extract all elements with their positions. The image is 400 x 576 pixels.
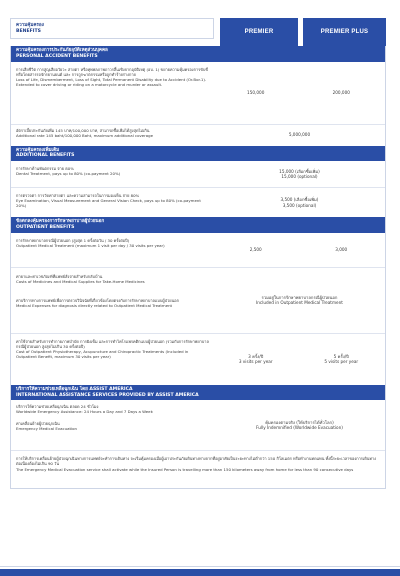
benefit-text-en: Eye Examination, Visual Measurement and General Vision Check, pays up to 80% (co-payment 20%) [16,198,201,209]
combined-value: 5,000,000 [288,132,311,138]
premier-plan-header: PREMIER [220,18,298,46]
value-th: 3,500 (เลือกซื้อเพิ่ม) [280,197,319,203]
combined-value [214,268,385,333]
benefit-text-en: Cost of Outpatient Physiotherapy, Acupuncture and Chiropractic Treatments (Included in Outpatient Benefit, maximum 30 visits per year) [16,348,189,360]
value-en: Included in Outpatient Medical Treatment [256,300,343,306]
note-text-en: The Emergency Medical Evacuation service shall activate while the Insured Person is travelling more than 150 kilometers away from home for less than 90 consecutive days [16,466,354,472]
benefit-text-en: Costs of Medicines and Medical Supplies for Take-Home Medicines [16,278,145,284]
premier-value [214,334,298,385]
section-header-assistance [11,385,385,401]
section-title-th: ข้อตกลงคุ้มครองการรักษาพยาบาลผู้ป่วยนอก [16,219,105,225]
value-en: 3 visits per year [238,359,273,365]
table-row [11,62,385,124]
note-text-th: การให้บริการเคลื่อนย้ายผู้ป่วยฉุกเฉินทางการแพทย์จะทำการเดินทาง จะเริ่มคุ้มครองเมื่อผู้เอาประกันภัยเดินทางห่างจากที่อยู่อาศัยเป็นระยะทางไม่ต่ำกว่า 150 กิโลเมตร หรือทำงานทดแทน ทั้งนี้ระยะเวลาของการเดินทางต่อเนื่องต้องไม่เกิน 90 วัน [16,456,377,467]
value-th: คุ้มครองตามจริง (ให้บริการได้ทั่วโลก) [265,420,334,426]
benefit-text-en: Outpatient Medical Treatment (maximum 1 visit per day / 30 visits per year) [16,242,165,248]
benefits-title-th: ความคุ้มครอง [16,23,44,28]
benefit-text-en: Dental Treatment, pays up to 80% (co-payment 20%) [16,171,121,177]
benefit-description [11,233,214,267]
benefit-description [11,125,214,146]
value-th: รวมอยู่ในการรักษาพยาบาลกรณีผู้ป่วยนอก [261,295,338,301]
benefit-text-en: Emergency Medical Evacuation [16,425,77,431]
table-row [11,267,385,333]
value-en: 3,500 (optional) [282,202,317,208]
benefit-text-en: Medical Expenses for diagnosis directly related to Outpatient Medical Treatment [16,302,173,308]
benefit-text-th: ค่าบริการทางการแพทย์เพื่อการตรวจวินิจฉัยที่เกี่ยวข้องโดยตรงกับการรักษาพยาบาลแบบผู้ป่วยนอก [16,297,179,303]
table-row [11,161,385,187]
section-title-en: INTERNATIONAL ASSISTANCE SERVICES PROVIDED BY ASSIST AMERICA [16,392,199,398]
benefit-description [11,62,214,124]
benefit-text-en: Loss of Life, Dismemberment, Loss of Sight, Total Permanent Disability due to Accident (Or.Bor.1). Extended to cover driving or riding on a motorcycle and murder or assault. [16,76,207,87]
benefit-description [11,268,214,294]
premier-plus-plan-header: PREMIER PLUS [303,18,386,46]
benefit-text-en: Worldwide Emergency Assistance: 24 Hours a Day and 7 Days a Week [16,409,153,415]
benefit-description [11,188,214,217]
benefit-text-th: อัตราเบี้ยประกันภัยเพิ่ม 145 บาท/100,000 บาท, สามารถซื้อเพิ่มได้สูงสุดไม่เกิน [16,127,150,133]
benefit-description [11,294,214,308]
benefits-table [10,46,386,489]
benefit-text-th: ค่าใช้จ่ายสำหรับการทำกายภาพบำบัด การฝังเข็ม และการทำไคโรแพรคติกแบบผู้ป่วยนอก (รวมกับการรักษาพยาบาลกรณีผู้ป่วยนอก สูงสุดไม่เกิน 30 ครั้งต่อปี) [16,338,209,349]
value-en: Fully Indemnified (Worldwide Evacuation) [256,425,343,431]
value-th: 15,000 (เลือกซื้อเพิ่ม) [279,168,320,174]
premier-plus-value: 200,000 [332,89,350,95]
benefit-description [11,334,214,385]
combined-value [214,400,385,450]
benefit-text-th: ค่าเคลื่อนย้ายผู้ป่วยฉุกเฉิน [16,420,60,426]
footer-strip [0,569,400,576]
premier-plus-value [297,334,385,385]
benefit-text-th: การรักษาพยาบาลกรณีผู้ป่วยนอก (สูงสุด 1 ครั้งต่อวัน / 30 ครั้งต่อปี) [16,237,130,243]
benefits-header-cell [10,18,214,39]
benefits-title-en: BENEFITS [16,29,41,34]
section-title-en: ADDITIONAL BENEFITS [16,153,75,159]
benefit-text-en: Additional rate 145 baht/100,000 Baht, maximum additional coverage [16,132,154,138]
section-title-th: ความคุ้มครองการประกันภัยอุบัติเหตุส่วนบุคคล [16,48,108,53]
combined-value [214,188,385,217]
benefit-text-th: การรักษาด้านทันตกรรม จ่าย 80% [16,166,74,172]
benefit-text-th: การเสียชีวิต การสูญเสียอวัยวะ สายตา หรือทุพพลภาพถาวรสิ้นเชิงจากอุบัติเหตุ (อบ. 1) ขยายความคุ้มครองการขับขี่หรือโดยสารรถจักรยานยนต์ และ การถูกฆาตกรรมหรือถูกทำร้ายร่างกาย [16,66,209,77]
section-header-outpatient [11,217,385,233]
table-row [11,333,385,385]
premier-value: 2,500 [249,247,262,253]
premier-plus-value: 3,000 [335,247,348,253]
benefit-text-th: บริการให้ความช่วยเหลือฉุกเฉิน ตลอด 24 ชั่วโมง [16,404,99,410]
value-th: 3 ครั้ง/ปี [248,354,264,360]
benefit-description-group [11,268,214,333]
table-row [11,124,385,146]
benefit-description [11,161,214,187]
section-header-additional [11,146,385,162]
value-th: 5 ครั้ง/ปี [333,354,349,360]
value-en: 5 visits per year [324,359,359,365]
section-header-personal-accident [11,46,385,62]
section-title-th: บริการให้ความช่วยเหลือฉุกเฉิน โดย ASSIST AMERICA [16,386,133,392]
benefit-description-group [11,400,214,450]
section-title-en: PERSONAL ACCIDENT BENEFITS [16,53,98,59]
benefit-text-th: การตรวจตา การวัดค่าสายตา และความสามารถในการมองเห็น จ่าย 80% [16,193,140,199]
value-en: 15,000 (optional) [281,174,318,180]
footer-divider [0,566,400,567]
benefit-text-th: ค่ายาและค่าเวชภัณฑ์ที่แพทย์สั่งจ่ายสำหรับกลับบ้าน [16,273,103,279]
combined-value [214,161,385,187]
premier-value: 150,000 [247,89,265,95]
table-row [11,400,385,450]
section-title-en: OUTPATIENT BENEFITS [16,224,75,230]
table-row [11,187,385,217]
section-title-th: ความคุ้มครองเพิ่มเติม [16,147,60,153]
assistance-note [11,450,385,488]
table-row [11,233,385,267]
